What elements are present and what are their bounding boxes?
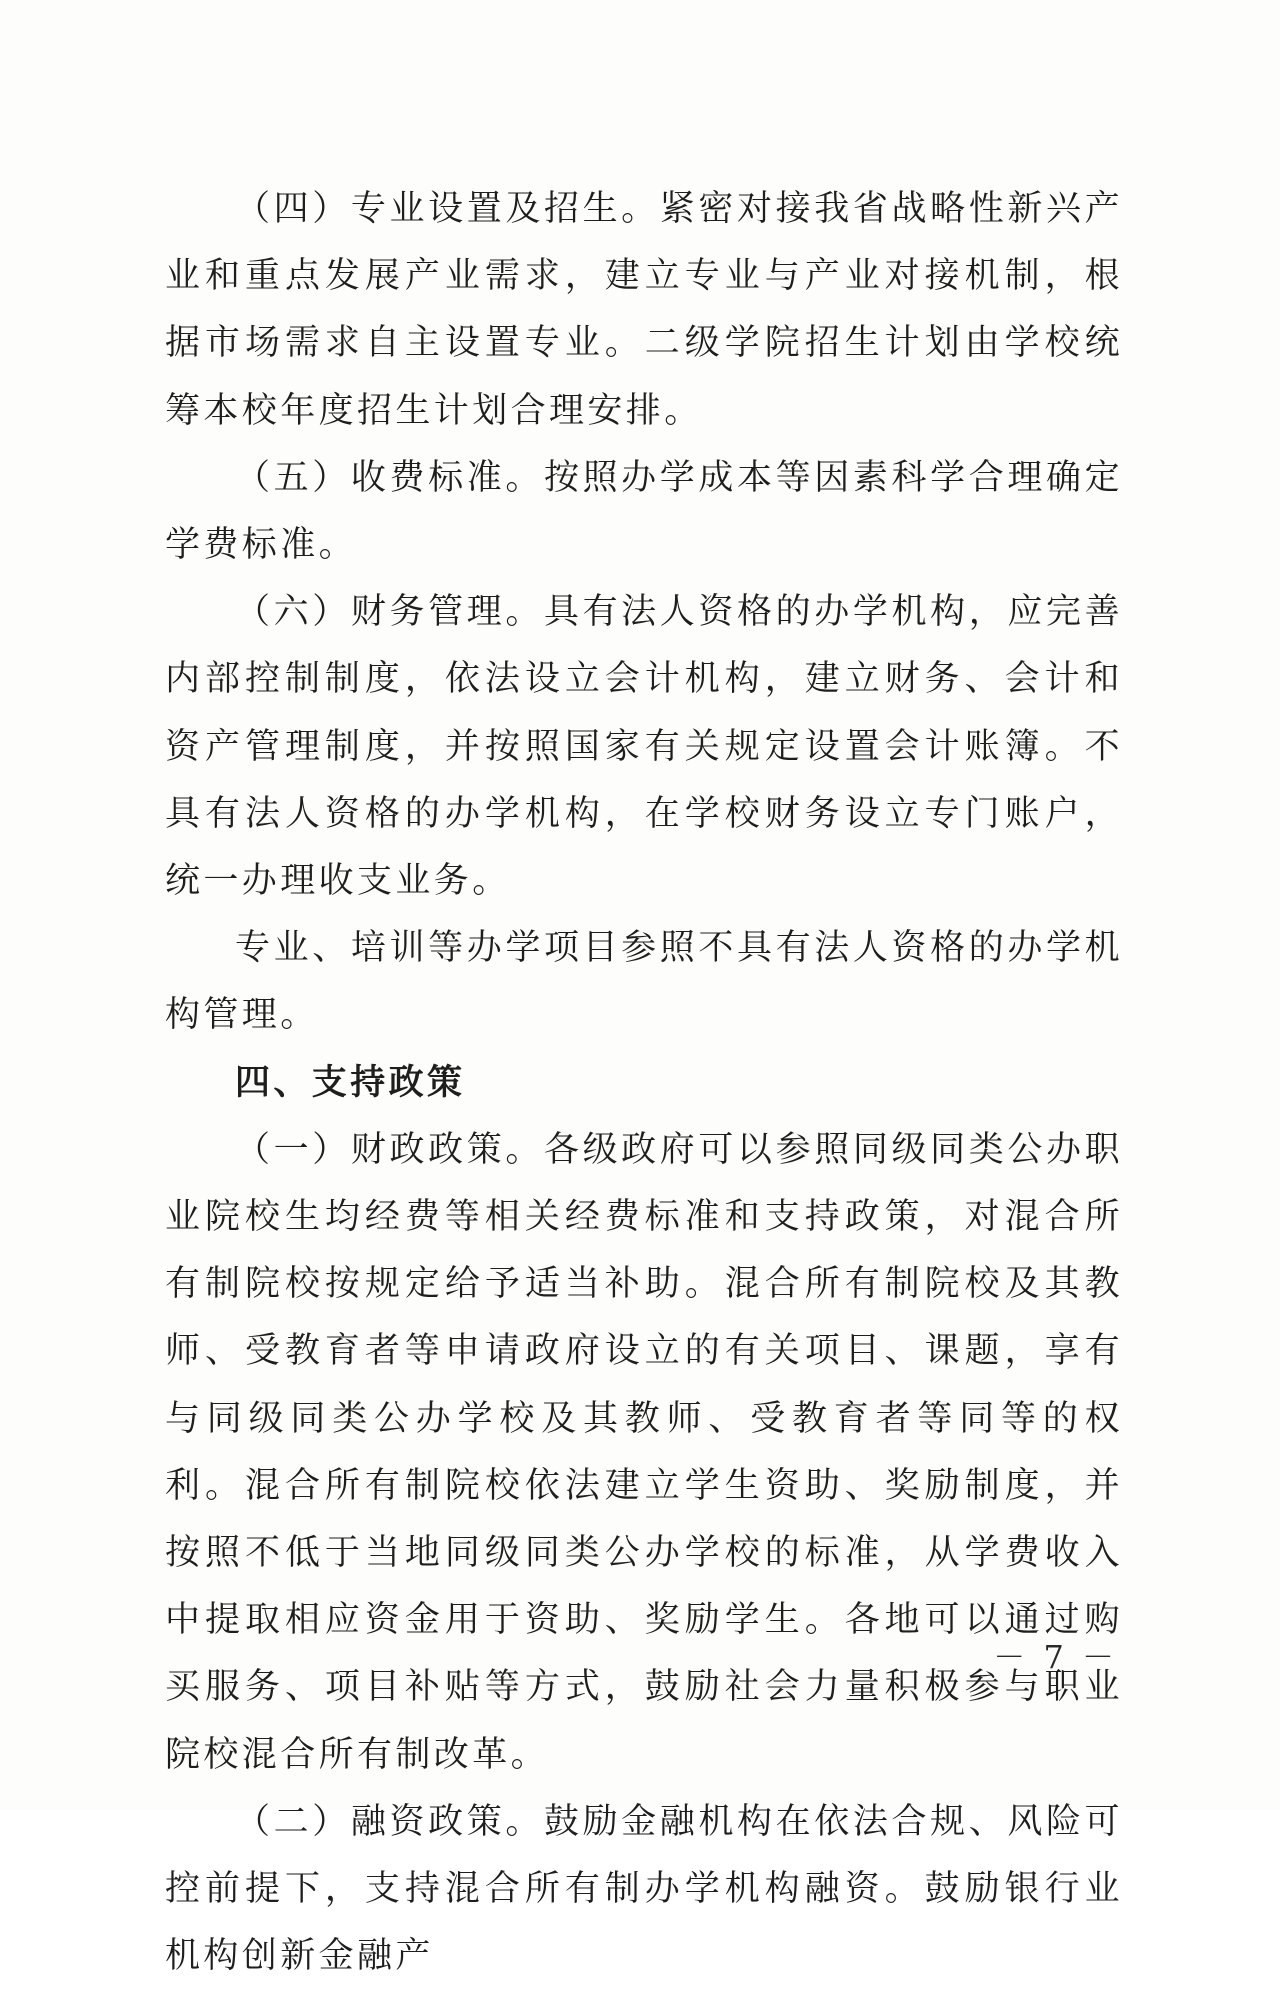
paragraph-fiscal-policy: （一）财政政策。各级政府可以参照同级同类公办职业院校生均经费等相关经费标准和支持政策，对混合所有制院校按规定给予适当补助。混合所有制院校及其教师、受教育者等申请政府设立的有关项目、课题，享有与同级同类公办学校及其教师、受教育者等同等的权利。混合所有制院校依法建立学生资助、奖励制度，并按照不低于当地同级同类公办学校的标准，从学费收入中提取相应资金用于资助、奖励学生。各地可以通过购买服务、项目补贴等方式，鼓励社会力量积极参与职业院校混合所有制改革。	[165, 1129, 1123, 1775]
paragraph-projects: 专业、培训等办学项目参照不具有法人资格的办学机构管理。	[165, 928, 1123, 1036]
paragraph-enrollment: （四）专业设置及招生。紧密对接我省战略性新兴产业和重点发展产业需求，建立专业与产业对接机制，根据市场需求自主设置专业。二级学院招生计划由学校统筹本校年度招生计划合理安排。	[165, 189, 1123, 431]
document-body	[165, 176, 1123, 1990]
paragraph-financing-policy: （二）融资政策。鼓励金融机构在依法合规、风险可控前提下，支持混合所有制办学机构融资。鼓励银行业机构创新金融产	[165, 1801, 1123, 1977]
paragraph-finance: （六）财务管理。具有法人资格的办学机构，应完善内部控制制度，依法设立会计机构，建立财务、会计和资产管理制度，并按照国家有关规定设置会计账簿。不具有法人资格的办学机构，在学校财务设立专门账户，统一办理收支业务。	[165, 592, 1123, 902]
page-number: － 7 －	[993, 1638, 1118, 1676]
section-heading-support-policy: 四、支持政策	[235, 1062, 466, 1103]
paragraph-fees: （五）收费标准。按照办学成本等因素科学合理确定学费标准。	[165, 457, 1123, 566]
